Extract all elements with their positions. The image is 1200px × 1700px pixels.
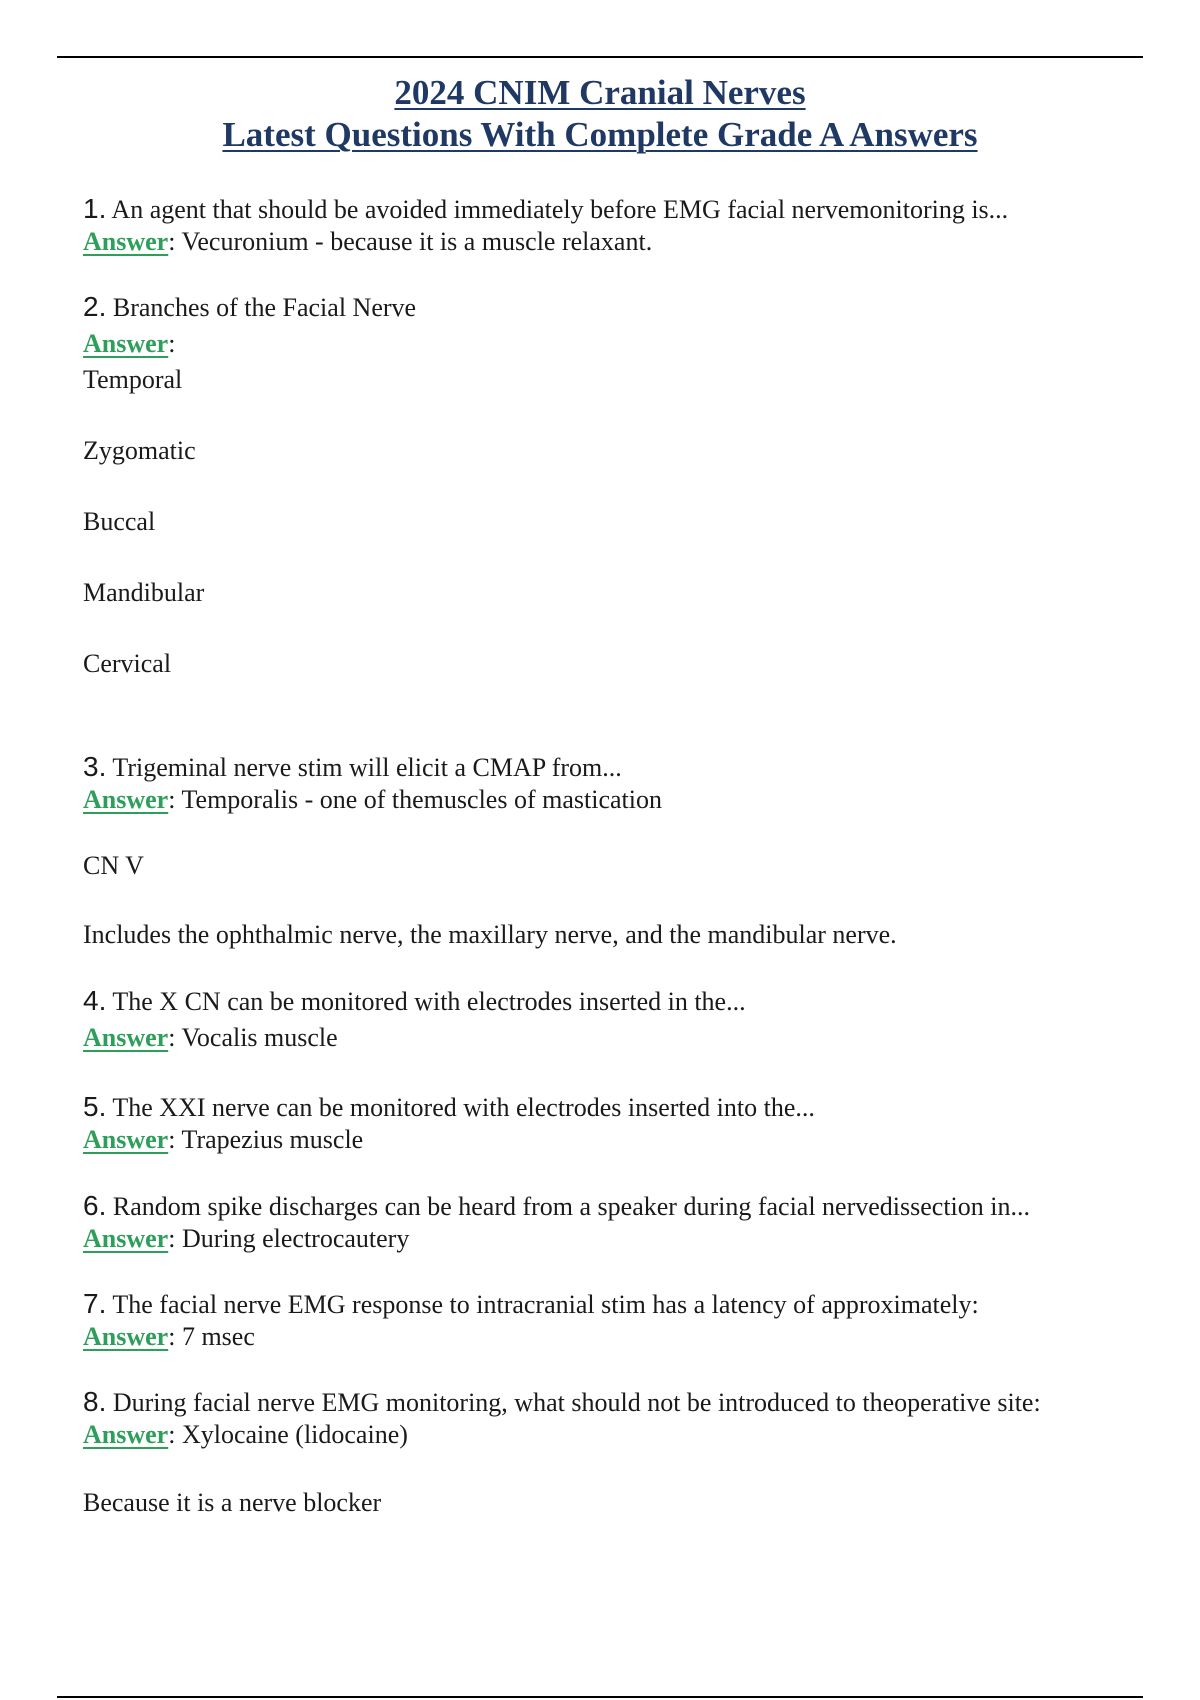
answer-label: Answer xyxy=(83,1420,169,1449)
question-2: 2. Branches of the Facial Nerve xyxy=(83,291,417,322)
answer-3: Answer: Temporalis - one of themuscles of mastication xyxy=(83,785,662,814)
question-4: 4. The X CN can be monitored with electrodes inserted in the... xyxy=(83,985,746,1016)
answer-label: Answer xyxy=(83,1322,169,1351)
question-3: 3. Trigeminal nerve stim will elicit a CMAP from... xyxy=(83,751,622,782)
answer-2-detail: Buccal xyxy=(83,507,156,536)
title-line-1: 2024 CNIM Cranial Nerves xyxy=(394,73,806,112)
question-1: 1. An agent that should be avoided immediately before EMG facial nervemonitoring is... xyxy=(83,193,1009,224)
answer-label: Answer xyxy=(83,329,169,358)
document-title xyxy=(0,72,1200,156)
answer-1: Answer: Vecuronium - because it is a muscle relaxant. xyxy=(83,227,653,256)
answer-5: Answer: Trapezius muscle xyxy=(83,1125,364,1154)
answer-2-detail: Zygomatic xyxy=(83,436,196,465)
answer-label: Answer xyxy=(83,1125,169,1154)
question-7: 7. The facial nerve EMG response to intracranial stim has a latency of approximately: xyxy=(83,1288,979,1319)
answer-8-detail: Because it is a nerve blocker xyxy=(83,1488,382,1517)
answer-2: Answer: xyxy=(83,329,176,358)
answer-2-detail: Mandibular xyxy=(83,578,205,607)
answer-2-detail: Temporal xyxy=(83,365,183,394)
answer-7: Answer: 7 msec xyxy=(83,1322,255,1351)
qa-list xyxy=(83,193,1163,1518)
answer-3-detail: CN V xyxy=(83,851,144,880)
answer-label: Answer xyxy=(83,1224,169,1253)
bottom-rule xyxy=(57,1696,1143,1698)
question-8: 8. During facial nerve EMG monitoring, what should not be introduced to theoperative site: xyxy=(83,1386,1041,1417)
answer-label: Answer xyxy=(83,785,169,814)
answer-8: Answer: Xylocaine (lidocaine) xyxy=(83,1420,408,1449)
answer-label: Answer xyxy=(83,1023,169,1052)
answer-4: Answer: Vocalis muscle xyxy=(83,1023,338,1052)
answer-6: Answer: During electrocautery xyxy=(83,1224,410,1253)
answer-3-detail: Includes the ophthalmic nerve, the maxillary nerve, and the mandibular nerve. xyxy=(83,920,897,949)
question-5: 5. The XXI nerve can be monitored with electrodes inserted into the... xyxy=(83,1091,815,1122)
title-line-2: Latest Questions With Complete Grade A Answers xyxy=(222,115,978,154)
top-rule xyxy=(57,56,1143,58)
answer-label: Answer xyxy=(83,227,169,256)
answer-2-detail: Cervical xyxy=(83,649,172,678)
question-6: 6. Random spike discharges can be heard from a speaker during facial nervedissection in... xyxy=(83,1190,1031,1221)
